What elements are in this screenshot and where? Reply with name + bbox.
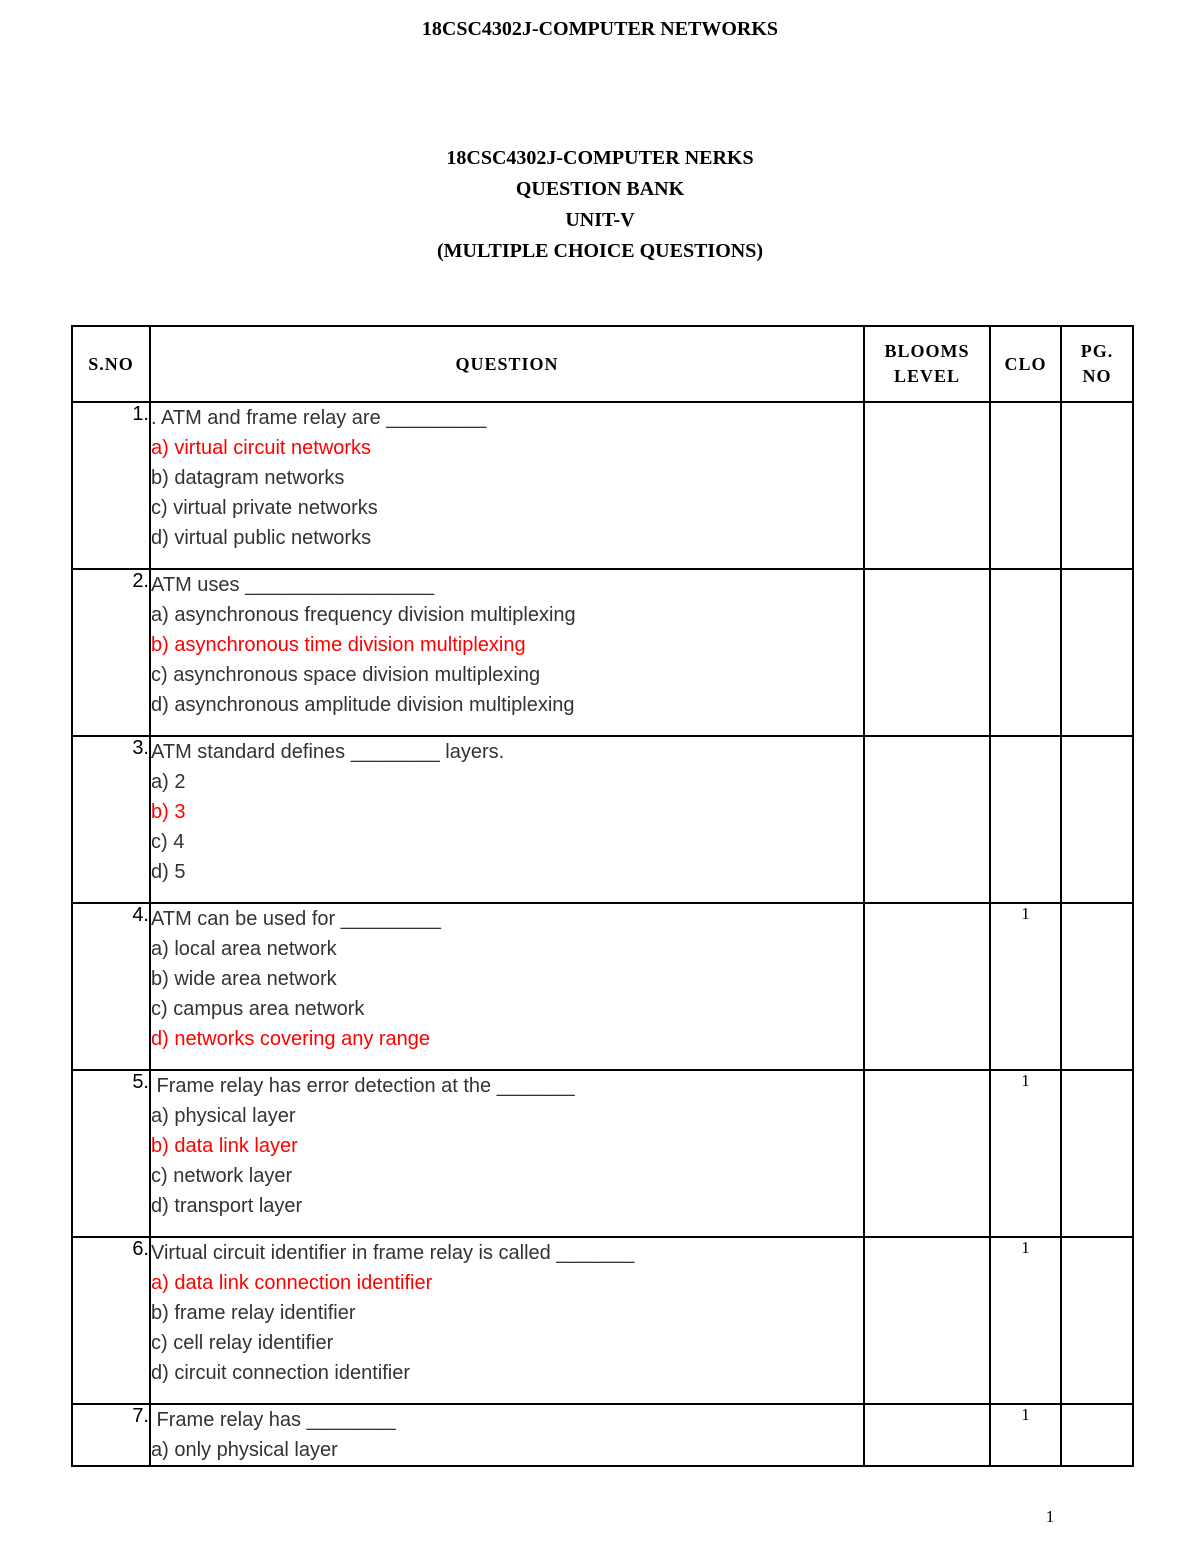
- option: d) asynchronous amplitude division multiplexing: [151, 694, 575, 716]
- option: d) 5: [151, 861, 186, 883]
- title-block: [0, 143, 1200, 267]
- correct-option: d) networks covering any range: [151, 1028, 431, 1050]
- blooms-level-cell: [864, 1404, 990, 1466]
- title-mcq: (MULTIPLE CHOICE QUESTIONS): [437, 240, 763, 262]
- table-row: [72, 1404, 1133, 1466]
- title-unit: UNIT-V: [565, 209, 635, 231]
- header-clo: CLO: [990, 326, 1061, 402]
- question-cell: [150, 736, 864, 903]
- row-serial-number: 5.: [72, 1070, 150, 1237]
- table-row: [72, 736, 1133, 903]
- question-text: ATM standard defines ________ layers.: [151, 741, 505, 763]
- question-table: [71, 325, 1134, 1467]
- clo-cell: [990, 569, 1061, 736]
- question-text: Virtual circuit identifier in frame relay is called _______: [151, 1242, 635, 1264]
- option: c) asynchronous space division multiplexing: [151, 664, 541, 686]
- header-pg-line2: NO: [1082, 366, 1112, 386]
- option: a) 2: [151, 771, 186, 793]
- blooms-level-cell: [864, 1237, 990, 1404]
- option: c) 4: [151, 831, 185, 853]
- question-cell: [150, 569, 864, 736]
- clo-cell: 1: [990, 903, 1061, 1070]
- header-blooms-level: [864, 326, 990, 402]
- header-pg-line1: PG.: [1080, 341, 1114, 361]
- table-row: [72, 402, 1133, 569]
- clo-cell: 1: [990, 1070, 1061, 1237]
- title-course: 18CSC4302J-COMPUTER NERKS: [446, 147, 754, 169]
- row-serial-number: 7.: [72, 1404, 150, 1466]
- table-header-row: [72, 326, 1133, 402]
- table-row: [72, 569, 1133, 736]
- question-text: Frame relay has ________: [151, 1409, 396, 1431]
- correct-option: b) data link layer: [151, 1135, 298, 1157]
- option: c) network layer: [151, 1165, 293, 1187]
- question-text: Frame relay has error detection at the _______: [151, 1075, 575, 1097]
- page-number-cell: [1061, 736, 1133, 903]
- option: d) virtual public networks: [151, 527, 372, 549]
- question-cell: [150, 402, 864, 569]
- question-cell: [150, 1237, 864, 1404]
- option: a) local area network: [151, 938, 337, 960]
- question-text: . ATM and frame relay are _________: [151, 407, 487, 429]
- option: d) transport layer: [151, 1195, 303, 1217]
- page-number: 1: [1045, 1507, 1055, 1526]
- header-blooms-line2: LEVEL: [893, 366, 961, 386]
- table-row: [72, 903, 1133, 1070]
- option: c) cell relay identifier: [151, 1332, 334, 1354]
- clo-cell: 1: [990, 1237, 1061, 1404]
- row-serial-number: 6.: [72, 1237, 150, 1404]
- correct-option: b) asynchronous time division multiplexing: [151, 634, 526, 656]
- option: a) only physical layer: [151, 1439, 338, 1461]
- blooms-level-cell: [864, 903, 990, 1070]
- row-serial-number: 3.: [72, 736, 150, 903]
- page-number-cell: [1061, 402, 1133, 569]
- option: d) circuit connection identifier: [151, 1362, 411, 1384]
- correct-option: a) data link connection identifier: [151, 1272, 433, 1294]
- option: b) frame relay identifier: [151, 1302, 356, 1324]
- header-sno: S.NO: [72, 326, 150, 402]
- row-serial-number: 1.: [72, 402, 150, 569]
- correct-option: a) virtual circuit networks: [151, 437, 372, 459]
- header-pg-no: [1061, 326, 1133, 402]
- blooms-level-cell: [864, 402, 990, 569]
- question-cell: [150, 903, 864, 1070]
- table-row: [72, 1237, 1133, 1404]
- page-number-cell: [1061, 569, 1133, 736]
- page-number-cell: [1061, 903, 1133, 1070]
- question-text: ATM can be used for _________: [151, 908, 441, 930]
- table-body: [72, 402, 1133, 1466]
- page-number-cell: [1061, 1237, 1133, 1404]
- clo-cell: [990, 736, 1061, 903]
- row-serial-number: 2.: [72, 569, 150, 736]
- blooms-level-cell: [864, 569, 990, 736]
- correct-option: b) 3: [151, 801, 186, 823]
- question-text: ATM uses _________________: [151, 574, 435, 596]
- blooms-level-cell: [864, 1070, 990, 1237]
- header-question: QUESTION: [150, 326, 864, 402]
- row-serial-number: 4.: [72, 903, 150, 1070]
- page-header: 18CSC4302J-COMPUTER NETWORKS: [421, 18, 779, 40]
- option: a) asynchronous frequency division multiplexing: [151, 604, 576, 626]
- blooms-level-cell: [864, 736, 990, 903]
- option: b) datagram networks: [151, 467, 345, 489]
- page-number-cell: [1061, 1404, 1133, 1466]
- table-row: [72, 1070, 1133, 1237]
- option: a) physical layer: [151, 1105, 296, 1127]
- question-cell: [150, 1070, 864, 1237]
- header-blooms-line1: BLOOMS: [884, 341, 970, 361]
- title-question-bank: QUESTION BANK: [515, 178, 685, 200]
- option: c) virtual private networks: [151, 497, 378, 519]
- option: b) wide area network: [151, 968, 337, 990]
- clo-cell: [990, 402, 1061, 569]
- clo-cell: 1: [990, 1404, 1061, 1466]
- question-cell: [150, 1404, 864, 1466]
- page-number-cell: [1061, 1070, 1133, 1237]
- option: c) campus area network: [151, 998, 365, 1020]
